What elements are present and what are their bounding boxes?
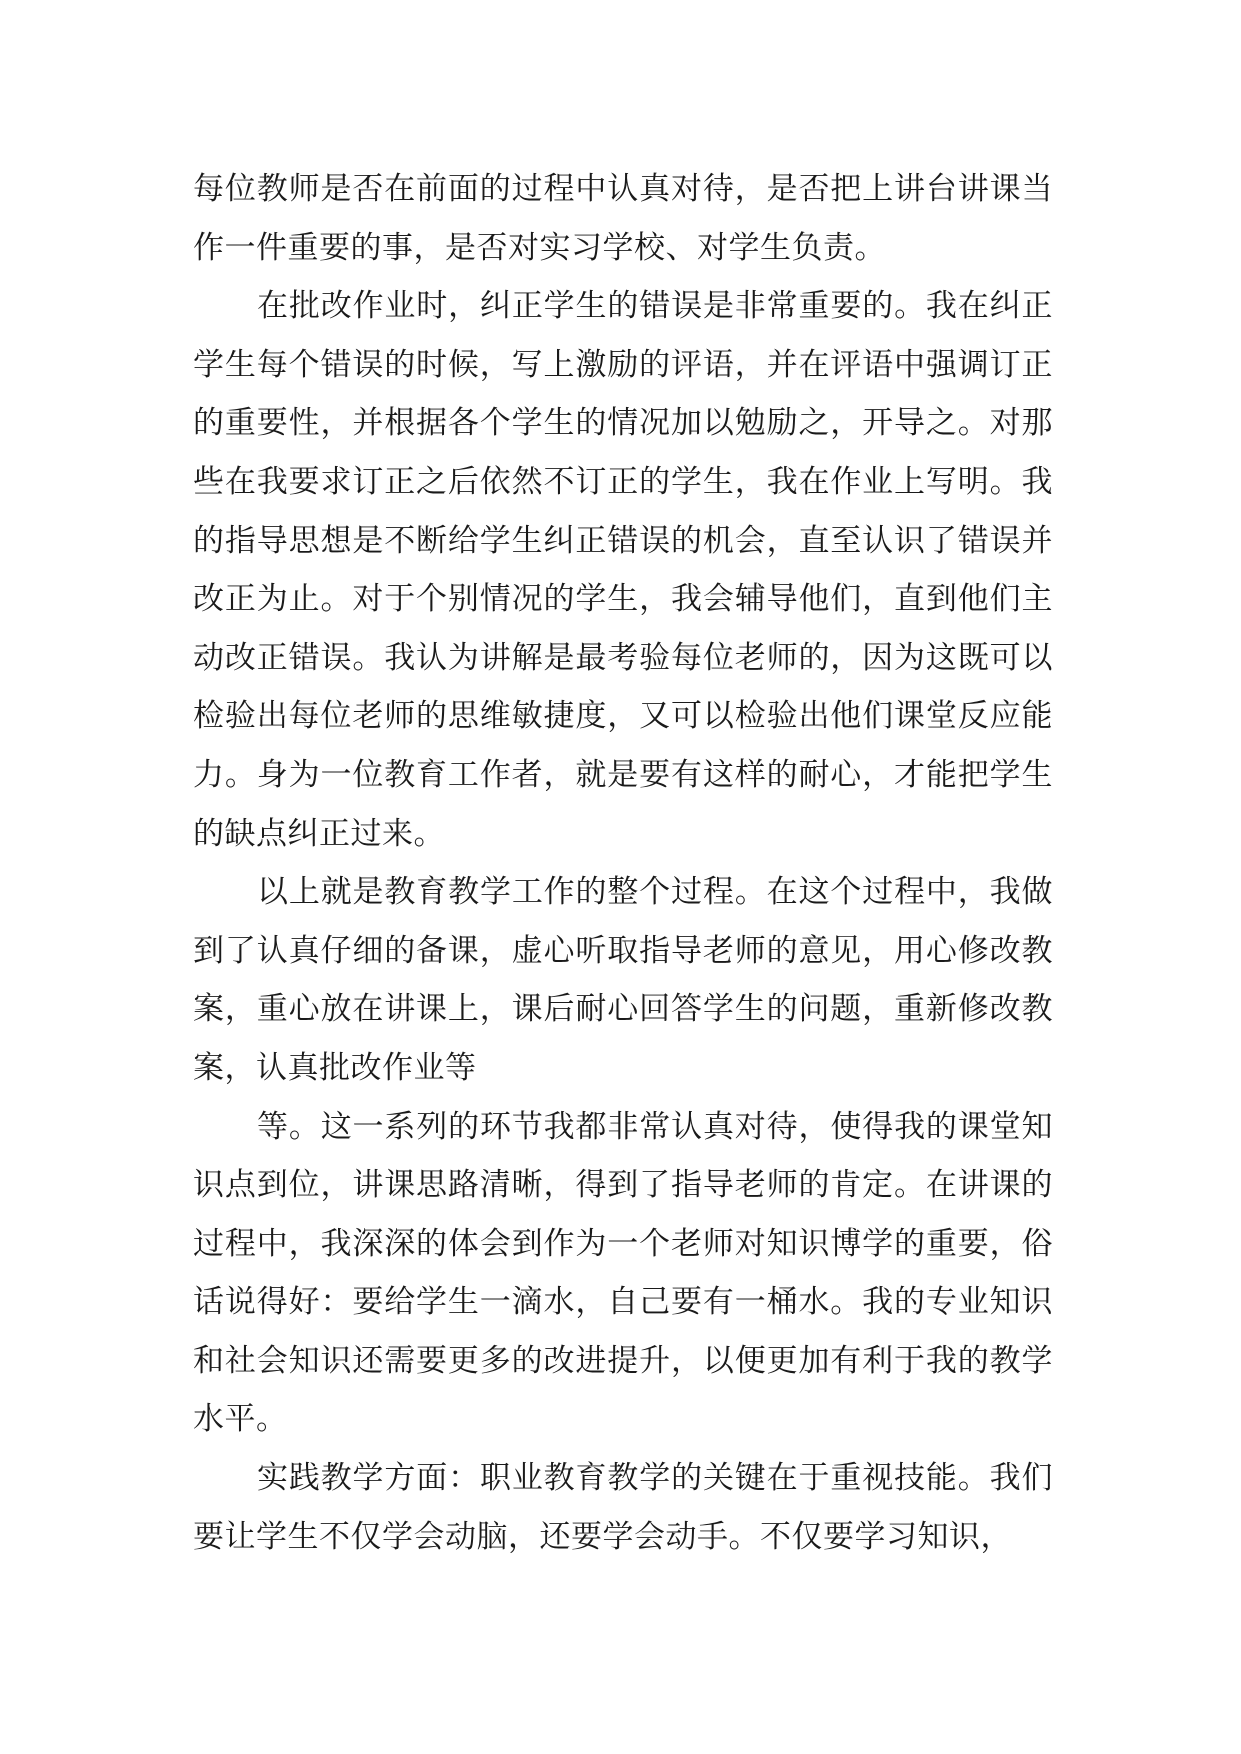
paragraph-4: 等。这一系列的环节我都非常认真对待，使得我的课堂知识点到位，讲课思路清晰，得到了指导老师的肯定。在讲课的过程中，我深深的体会到作为一个老师对知识博学的重要，俗话说得好：要给学生一滴水，自己要有一桶水。我的专业知识和社会知识还需要更多的改进提升，以便更加有利于我的教学水平。 xyxy=(193,1108,1053,1438)
paragraph-5: 实践教学方面：职业教育教学的关键在于重视技能。我们要让学生不仅学会动脑，还要学会动手。不仅要学习知识， xyxy=(193,1460,1053,1555)
paragraph-1: 每位教师是否在前面的过程中认真对待，是否把上讲台讲课当作一件重要的事，是否对实习学校、对学生负责。 xyxy=(193,171,1053,266)
paragraph-3: 以上就是教育教学工作的整个过程。在这个过程中，我做到了认真仔细的备课，虚心听取指导老师的意见，用心修改教案，重心放在讲课上，课后耐心回答学生的问题，重新修改教案，认真批改作业等 xyxy=(193,874,1053,1086)
paragraph-2: 在批改作业时，纠正学生的错误是非常重要的。我在纠正学生每个错误的时候，写上激励的评语，并在评语中强调订正的重要性，并根据各个学生的情况加以勉励之，开导之。对那些在我要求订正之后依然不订正的学生，我在作业上写明。我的指导思想是不断给学生纠正错误的机会，直至认识了错误并改正为止。对于个别情况的学生，我会辅导他们，直到他们主动改正错误。我认为讲解是最考验每位老师的，因为这既可以检验出每位老师的思维敏捷度，又可以检验出他们课堂反应能力。身为一位教育工作者，就是要有这样的耐心，才能把学生的缺点纠正过来。 xyxy=(193,288,1053,852)
document-body xyxy=(193,160,1053,1566)
